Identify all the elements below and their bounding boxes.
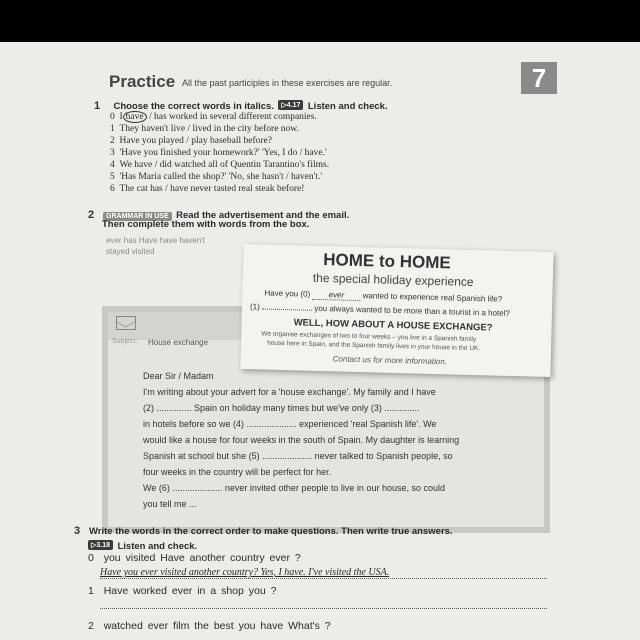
advert-subtitle: the special holiday experience bbox=[312, 270, 474, 289]
subject-value: House exchange bbox=[148, 338, 209, 347]
exercise-1-instruction-tail: Listen and check. bbox=[307, 101, 388, 112]
advert-body-1: We organise exchanges of two to four weeks – you live in a Spanish family bbox=[261, 330, 477, 344]
exercise-3-instruction-tail: Listen and check. bbox=[117, 541, 198, 552]
exercise-1-instruction: Choose the correct words in italics. bbox=[113, 101, 274, 112]
advert-line-2: (1) you always wanted to be more than a tourist in a hotel? bbox=[249, 302, 511, 318]
exercise-3-item-1: 1 Have worked ever in a shop you ? bbox=[88, 585, 277, 597]
envelope-icon bbox=[116, 316, 136, 330]
advertisement bbox=[240, 244, 553, 377]
audio-track-badge-2: ▷3.18 bbox=[88, 540, 113, 550]
exercise-1-item-6: 6 The cat has / have never tasted real steak before! bbox=[110, 184, 305, 194]
email-line-1: I'm writing about your advert for a 'house exchange'. My family and I have bbox=[143, 387, 436, 397]
exercise-1-item-3: 3 'Have you finished your homework?' 'Yes, I do / have.' bbox=[110, 148, 327, 158]
exercise-2-number: 2 bbox=[88, 209, 95, 221]
page-number-tab: 7 bbox=[521, 62, 557, 94]
advert-headline: WELL, HOW ABOUT A HOUSE EXCHANGE? bbox=[293, 317, 493, 334]
email-line-3: in hotels before so we (4) .................... experienced 'real Spanish life'. We bbox=[143, 419, 437, 429]
exercise-1-number: 1 bbox=[94, 100, 101, 112]
advert-body-2: house here in Spain, and the Spanish family lives in your house in the UK. bbox=[267, 339, 481, 353]
advert-contact: Contact us for more information. bbox=[332, 354, 448, 367]
email-line-7: We (6) .................... never invited other people to live in our house, so could bbox=[143, 483, 445, 493]
audio-track-badge: ▷4.17 bbox=[278, 100, 303, 110]
exercise-2-instruction: Read the advertisement and the email. bbox=[176, 210, 350, 221]
exercise-3-instruction: Write the words in the correct order to make questions. Then write true answers. bbox=[89, 526, 453, 537]
subject-label: Subject: bbox=[112, 338, 138, 345]
exercise-3-item-0: 0 you visited Have another country ever ? bbox=[88, 552, 301, 564]
email-line-4: would like a house for four weeks in the south of Spain. My daughter is learning bbox=[143, 435, 460, 445]
grammar-in-use-badge: GRAMMAR IN USE bbox=[103, 212, 172, 221]
section-title: Practice bbox=[109, 72, 176, 91]
email-line-6: four weeks in the country will be perfect for her. bbox=[143, 467, 332, 477]
exercise-2-instruction-2: Then complete them with words from the box. bbox=[102, 219, 310, 230]
section-subtitle: All the past participles in these exercises are regular. bbox=[182, 78, 393, 88]
circled-answer: have bbox=[123, 111, 147, 123]
advert-title: HOME to HOME bbox=[323, 250, 452, 273]
email-line-0: Dear Sir / Madam bbox=[143, 371, 214, 381]
textbook-page bbox=[0, 42, 640, 640]
exercise-1-item-2: 2 Have you played / play baseball before? bbox=[110, 136, 272, 146]
exercise-1-item-0: 0 I have / has worked in several different companies. bbox=[110, 112, 317, 122]
exercise-3-answer-0: Have you ever visited another country? Yes, I have. I've visited the USA. bbox=[100, 567, 547, 579]
exercise-3-number: 3 bbox=[74, 525, 81, 537]
exercise-3-answer-line-1 bbox=[100, 608, 547, 609]
exercise-1-item-5: 5 'Has Maria called the shop?' 'No, she hasn't / haven't.' bbox=[110, 172, 323, 182]
email-line-8: you tell me ... bbox=[143, 499, 197, 509]
exercise-1-item-1: 1 They haven't live / lived in the city before now. bbox=[110, 124, 299, 134]
advert-answer-0: ever bbox=[312, 290, 360, 301]
email-line-2: (2) .............. Spain on holiday many times but we've only (3) .............. bbox=[143, 403, 420, 413]
exercise-3-item-2: 2 watched ever film the best you have What's ? bbox=[88, 620, 331, 632]
advert-line-1: Have you (0) ever wanted to experience real Spanish life? bbox=[264, 288, 503, 304]
email-line-5: Spanish at school but she (5) .................... never talked to Spanish people, so bbox=[143, 451, 453, 461]
exercise-1-item-4: 4 We have / did watched all of Quentin Tarantino's films. bbox=[110, 160, 330, 170]
word-box: ever has Have have haven't stayed visited bbox=[106, 236, 205, 256]
